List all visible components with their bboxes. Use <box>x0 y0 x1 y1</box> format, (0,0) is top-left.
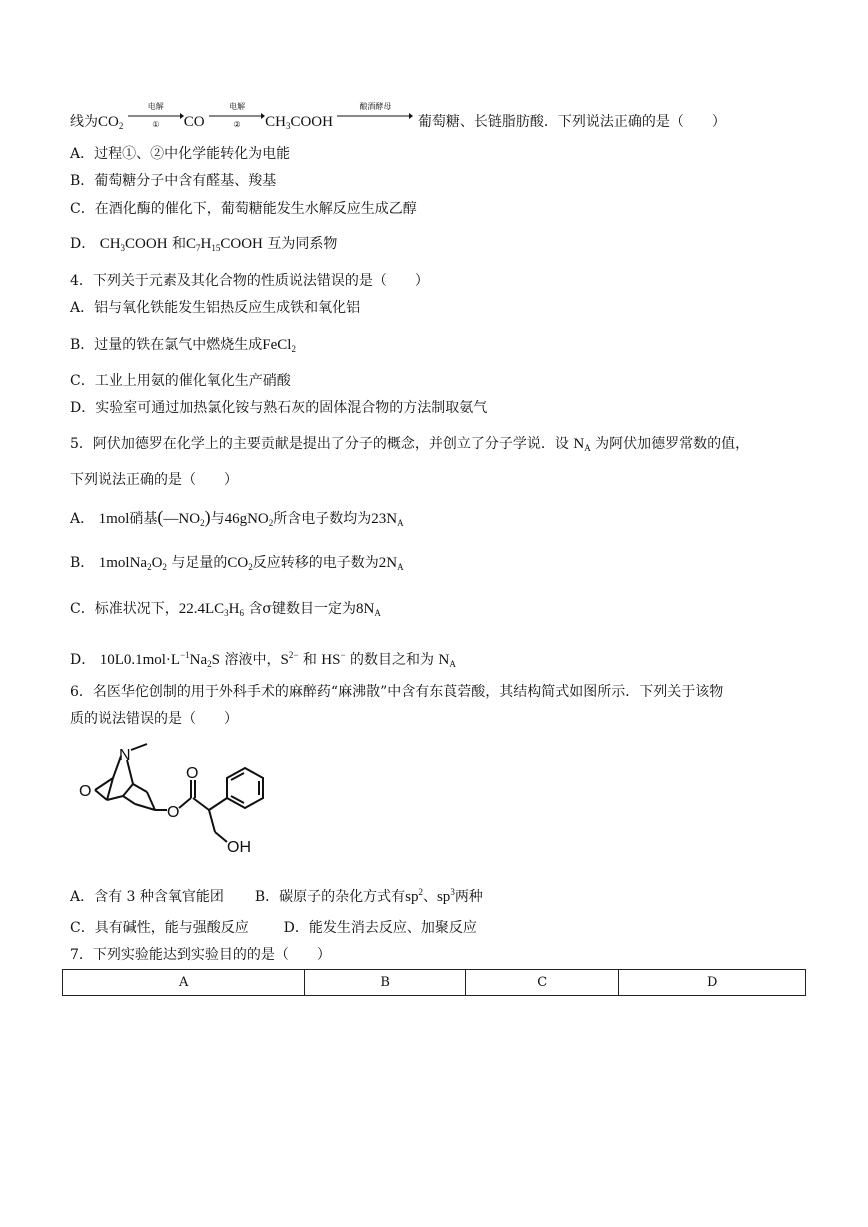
q6-option-d: D．能发生消去反应、加聚反应 <box>283 920 477 936</box>
arrow-electrolysis-2: 电解 ② <box>209 108 265 128</box>
q3-option-c: C．在酒化酶的催化下，葡萄糖能发生水解反应生成乙醇 <box>70 201 417 217</box>
table-header-d: D <box>619 970 806 996</box>
q4-option-b: B．过量的铁在氯气中燃烧生成FeCl$_2$ <box>70 337 296 354</box>
q5-option-c: C．标准状况下，$22.4LC_3H_6$ 含σ键数目一定为$8N_A$ <box>70 601 381 618</box>
epoxide-oxygen-label: O <box>79 783 92 800</box>
q4-option-d: D．实验室可通过加热氯化铵与熟石灰的固体混合物的方法制取氨气 <box>70 400 488 416</box>
q3-option-d: D． $CH_3COOH$ 和$C_7H_{15}COOH$ 互为同系物 <box>70 236 338 253</box>
co-formula: CO <box>183 114 205 130</box>
nitrogen-label: N <box>119 747 131 764</box>
q6-option-a: A．含有 3 种含氧官能团 <box>70 889 224 905</box>
q3-reaction-line <box>70 102 726 136</box>
q5-option-a: A． 1mol硝基$(—NO_2)$与46gNO$_2$所含电子数均为$23N_A$ <box>70 507 404 528</box>
table-header-b: B <box>305 970 466 996</box>
scopolamine-structure-figure <box>75 738 275 858</box>
q6-stem-line1: 6．名医华佗创制的用于外科手术的麻醉药“麻沸散”中含有东莨菪酸，其结构简式如图所示．下列关于该物 <box>70 684 724 700</box>
q3-option-b: B．葡萄糖分子中含有醛基、羧基 <box>70 173 277 189</box>
q4-stem: 4．下列关于元素及其化合物的性质说法错误的是（ ） <box>70 273 429 289</box>
q3-prefix: 线为 <box>70 114 98 130</box>
acetic-acid-formula: $CH_3COOH$ <box>265 114 333 131</box>
q5-option-d: D． $10L0.1mol\cdot L^{-1}Na_2S$ 溶液中，$S^{2-}$ 和 HS− 的数目之和为 $N_A$ <box>70 650 456 669</box>
q6-stem-line2: 质的说法错误的是（ ） <box>70 711 238 727</box>
table-row <box>63 970 806 996</box>
q4-option-a: A．铝与氧化铁能发生铝热反应生成铁和氧化铝 <box>70 300 361 316</box>
q6-options-ab <box>70 882 483 907</box>
q3-option-a: A．过程①、②中化学能转化为电能 <box>70 146 291 162</box>
arrow-electrolysis-1: 电解 ① <box>128 108 184 128</box>
q3-suffix: 葡萄糖、长链脂肪酸．下列说法正确的是（ ） <box>417 114 726 130</box>
q7-stem: 7．下列实验能达到实验目的的是（ ） <box>70 947 331 963</box>
q7-experiment-table <box>62 969 806 996</box>
hydroxyl-label: OH <box>227 839 251 856</box>
q4-option-c: C．工业上用氨的催化氧化生产硝酸 <box>70 373 291 389</box>
arrow-yeast: 酿酒酵母 <box>337 108 413 128</box>
carbonyl-oxygen-label: O <box>186 765 199 782</box>
co2-formula: $CO_2$ <box>98 114 124 131</box>
q6-options-cd <box>70 918 477 938</box>
q5-stem-line2: 下列说法正确的是（ ） <box>70 472 238 488</box>
q5-stem-line1: 5．阿伏加德罗在化学上的主要贡献是提出了分子的概念，并创立了分子学说．设 $N_A$ 为阿伏加德罗常数的值， <box>70 436 750 453</box>
table-header-c: C <box>465 970 619 996</box>
q5-option-b: B． $1molNa_2O_2$ 与足量的$CO_2$反应转移的电子数为$2N_A$ <box>70 555 404 572</box>
q6-option-b: B．碳原子的杂化方式有$sp^2$、$sp^3$两种 <box>254 887 483 905</box>
ester-oxygen-label: O <box>167 804 180 821</box>
table-header-a: A <box>63 970 305 996</box>
q6-option-c: C．具有碱性，能与强酸反应 <box>70 920 249 936</box>
